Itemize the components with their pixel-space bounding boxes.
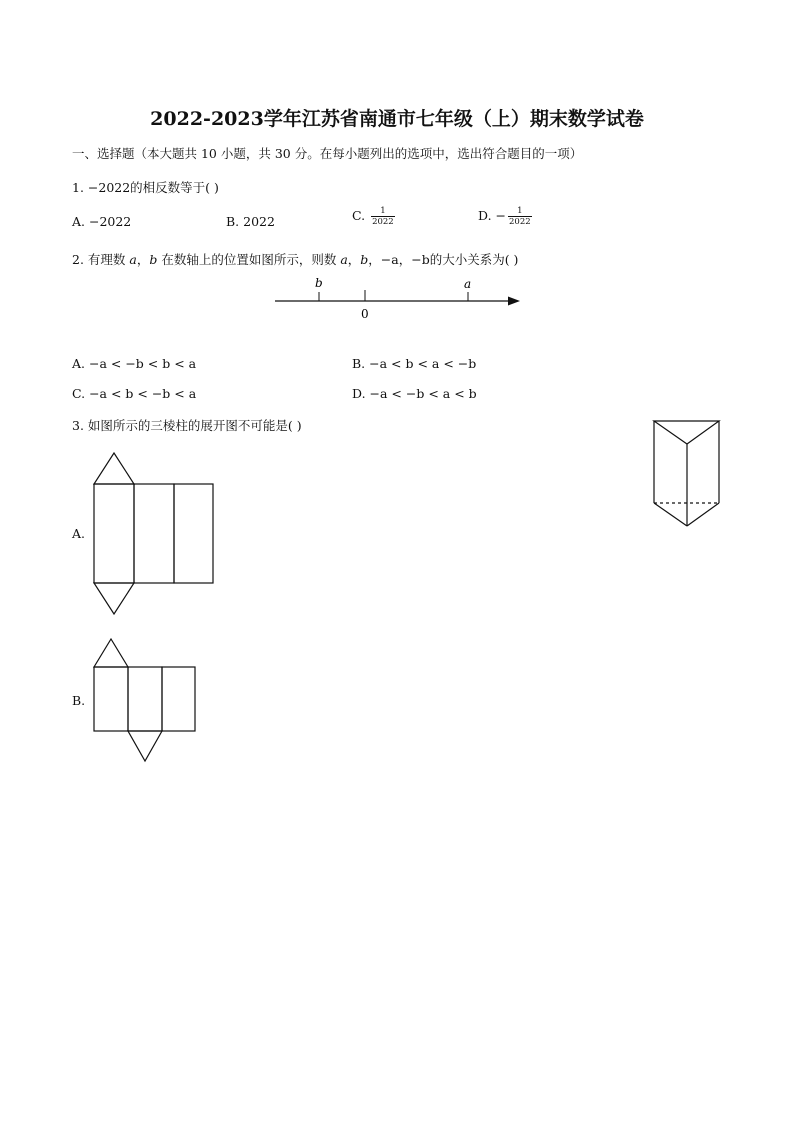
prism-bottom-left — [654, 503, 687, 526]
question-3-stem: 3. 如图所示的三棱柱的展开图不可能是( ) — [72, 418, 302, 433]
q2-option-c: C. −a < b < −b < a — [72, 386, 197, 401]
q2-option-a: A. −a < −b < b < a — [72, 356, 197, 371]
net-a-rect-1 — [94, 484, 134, 583]
net-a-figure — [94, 453, 213, 614]
q2-option-d: D. −a < −b < a < b — [352, 386, 477, 401]
net-b-rect-3 — [162, 667, 195, 731]
fraction-numerator: 1 — [380, 206, 386, 216]
q2-stem-part: ， — [347, 252, 361, 267]
q2-var-b: b — [360, 252, 369, 267]
net-b-rect-2 — [128, 667, 162, 731]
section-heading: 一、选择题（本大题共 10 小题，共 30 分。在每小题列出的选项中，选出符合题目的一项） — [72, 146, 583, 161]
label-a: a — [464, 277, 472, 291]
net-b-figure — [94, 639, 195, 761]
q2-stem-part: 2. 有理数 — [72, 252, 130, 267]
q2-stem-part: 在数轴上的位置如图所示，则数 — [157, 252, 341, 267]
q2-stem-part: ，−a，−b的大小关系为( ) — [368, 252, 519, 267]
fraction-denominator: 2022 — [509, 217, 531, 227]
q1-option-c-prefix: C. — [352, 208, 370, 223]
net-a-triangle-bottom — [94, 583, 134, 614]
label-zero: 0 — [361, 307, 369, 321]
net-b-triangle-bottom — [128, 731, 162, 761]
q3-option-a-label: A. — [72, 526, 86, 541]
page-title: 2022-2023学年江苏省南通市七年级（上）期末数学试卷 — [150, 108, 644, 130]
prism-top-face — [654, 421, 719, 444]
q2-option-b: B. −a < b < a < −b — [352, 356, 477, 371]
q1-option-d-prefix: D. − — [478, 208, 506, 223]
fraction-numerator: 1 — [517, 206, 523, 216]
triangular-prism-figure — [654, 421, 719, 526]
net-b-triangle-top — [94, 639, 128, 667]
net-a-rect-2 — [134, 484, 174, 583]
q3-option-b-label: B. — [72, 693, 86, 708]
q2-stem-part: ， — [136, 252, 150, 267]
net-b-rect-1 — [94, 667, 128, 731]
q2-var-a: a — [129, 252, 137, 267]
q1-option-b: B. 2022 — [226, 214, 275, 229]
q1-option-a: A. −2022 — [72, 214, 132, 229]
net-a-rect-3 — [174, 484, 213, 583]
prism-bottom-right — [687, 503, 719, 526]
fraction-denominator: 2022 — [372, 217, 394, 227]
net-a-triangle-top — [94, 453, 134, 484]
label-b: b — [315, 276, 323, 290]
q2-var-a: a — [340, 252, 348, 267]
q2-var-b: b — [149, 252, 158, 267]
question-1-stem: 1. −2022的相反数等于( ) — [72, 180, 219, 195]
number-line-arrow — [508, 297, 520, 306]
